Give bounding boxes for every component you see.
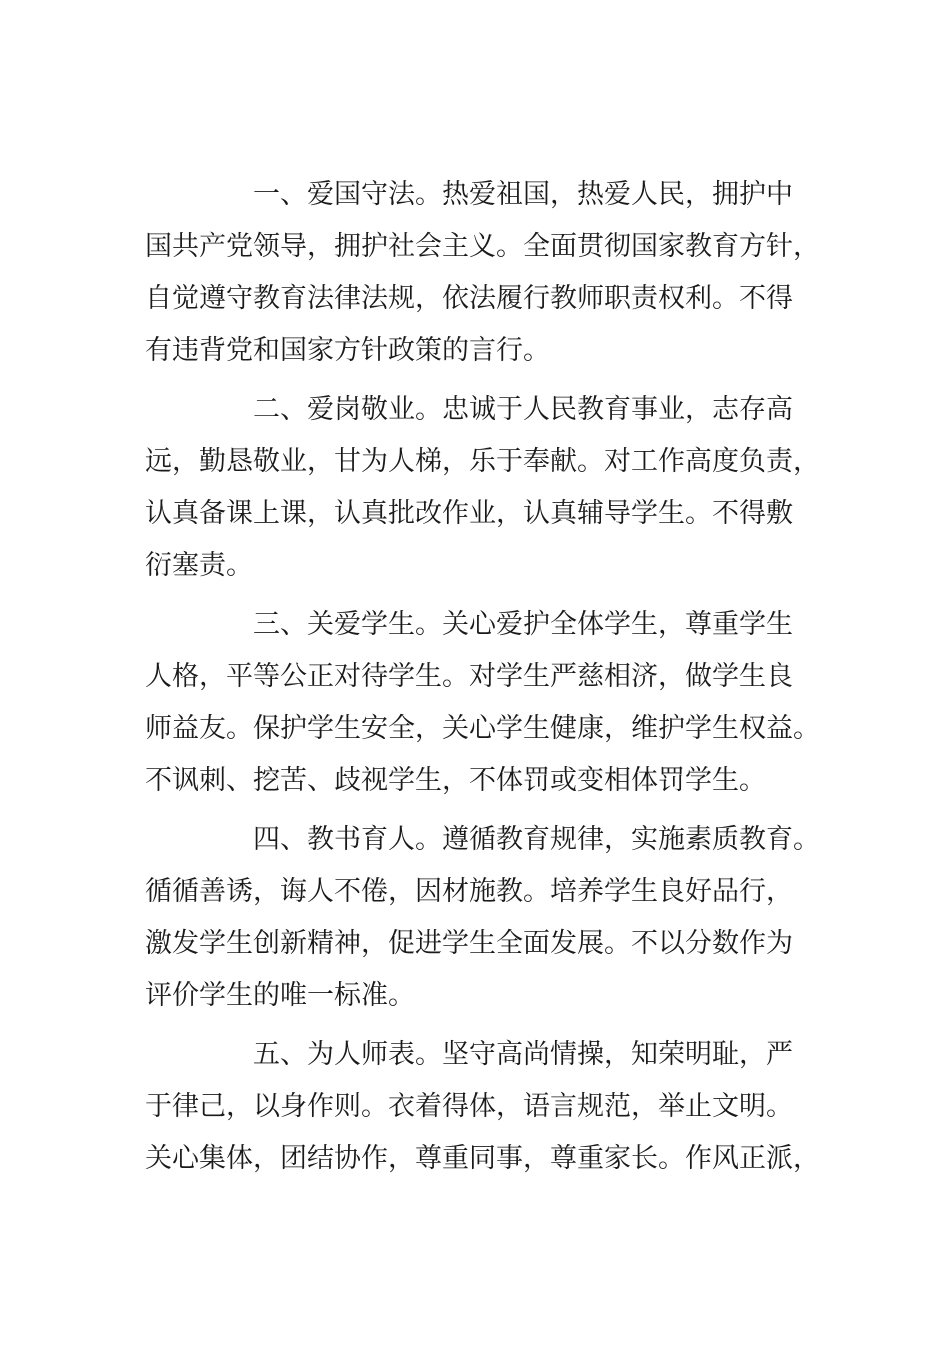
paragraph-line: 循循善诱，诲人不倦，因材施教。培养学生良好品行，: [145, 876, 793, 907]
document-body: [145, 172, 825, 1188]
paragraph-line: 自觉遵守教育法律法规，依法履行教师职责权利。不得: [145, 283, 793, 314]
paragraph-line: 师益友。保护学生安全，关心学生健康，维护学生权益。: [145, 713, 820, 744]
paragraph-line: 不讽刺、挖苦、歧视学生，不体罚或变相体罚学生。: [145, 765, 766, 796]
paragraph-line: 二、爱岗敬业。忠诚于人民教育事业，志存高: [253, 394, 793, 425]
paragraph-dedication: [145, 387, 825, 595]
paragraph-line: 衍塞责。: [145, 550, 253, 581]
paragraph-line: 关心集体，团结协作，尊重同事，尊重家长。作风正派，: [145, 1143, 820, 1174]
paragraph-line: 有违背党和国家方针政策的言行。: [145, 335, 550, 366]
paragraph-patriotism: [145, 172, 825, 380]
paragraph-line: 认真备课上课，认真批改作业，认真辅导学生。不得敷: [145, 498, 793, 529]
paragraph-line: 国共产党领导，拥护社会主义。全面贯彻国家教育方针，: [145, 231, 820, 262]
paragraph-role-model: [145, 1032, 825, 1188]
paragraph-line: 三、关爱学生。关心爱护全体学生，尊重学生: [253, 609, 793, 640]
paragraph-line: 四、教书育人。遵循教育规律，实施素质教育。: [253, 824, 820, 855]
paragraph-line: 五、为人师表。坚守高尚情操，知荣明耻，严: [253, 1039, 793, 1070]
paragraph-line: 激发学生创新精神，促进学生全面发展。不以分数作为: [145, 928, 793, 959]
paragraph-caring-students: [145, 602, 825, 810]
paragraph-line: 一、爱国守法。热爱祖国，热爱人民，拥护中: [253, 179, 793, 210]
paragraph-line: 人格，平等公正对待学生。对学生严慈相济，做学生良: [145, 661, 793, 692]
paragraph-line: 远，勤恳敬业，甘为人梯，乐于奉献。对工作高度负责，: [145, 446, 820, 477]
paragraph-line: 于律己，以身作则。衣着得体，语言规范，举止文明。: [145, 1091, 793, 1122]
paragraph-teaching: [145, 817, 825, 1025]
paragraph-line: 评价学生的唯一标准。: [145, 980, 415, 1011]
